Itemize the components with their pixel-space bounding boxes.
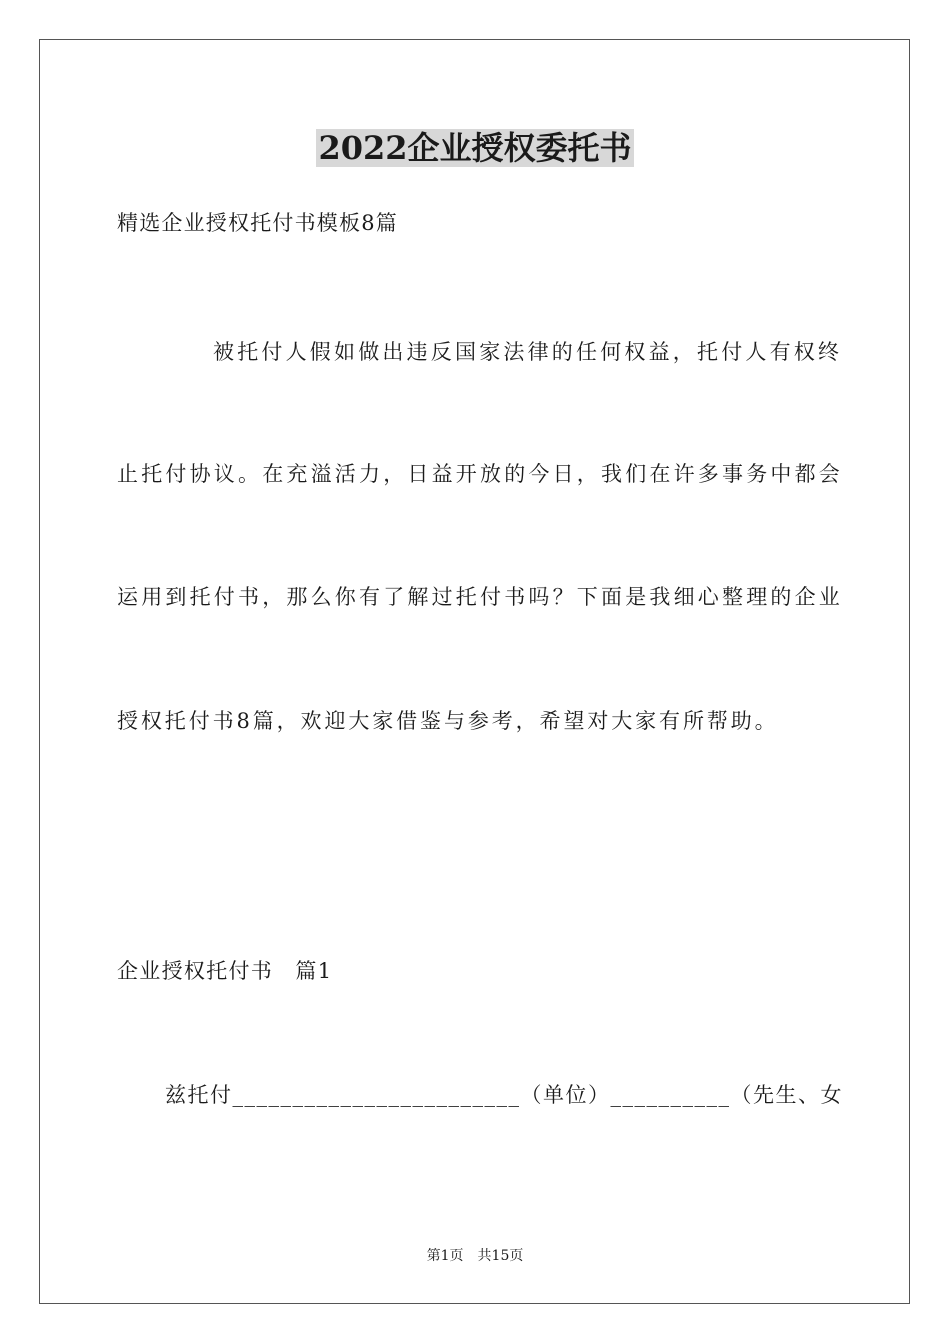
page-footer: 第1页 共15页 (426, 1248, 524, 1264)
document-title-text: 2022企业授权委托书 (318, 129, 632, 167)
paragraph-line-3: 运用到托付书，那么你有了解过托付书吗？下面是我细心整理的企业 (117, 585, 843, 609)
paragraph-line-4: 授权托付书8篇，欢迎大家借鉴与参考，希望对大家有所帮助。 (117, 709, 779, 733)
document-subtitle: 精选企业授权托付书模板8篇 (117, 211, 398, 235)
form-line: 兹托付________________________（单位）__________（先生、女 (165, 1083, 843, 1107)
section-heading: 企业授权托付书 篇1 (117, 959, 333, 983)
document-title (0, 126, 950, 170)
paragraph-line-2: 止托付协议。在充溢活力，日益开放的今日，我们在许多事务中都会 (117, 462, 843, 486)
paragraph-line-1: 被托付人假如做出违反国家法律的任何权益，托付人有权终 (213, 340, 843, 364)
